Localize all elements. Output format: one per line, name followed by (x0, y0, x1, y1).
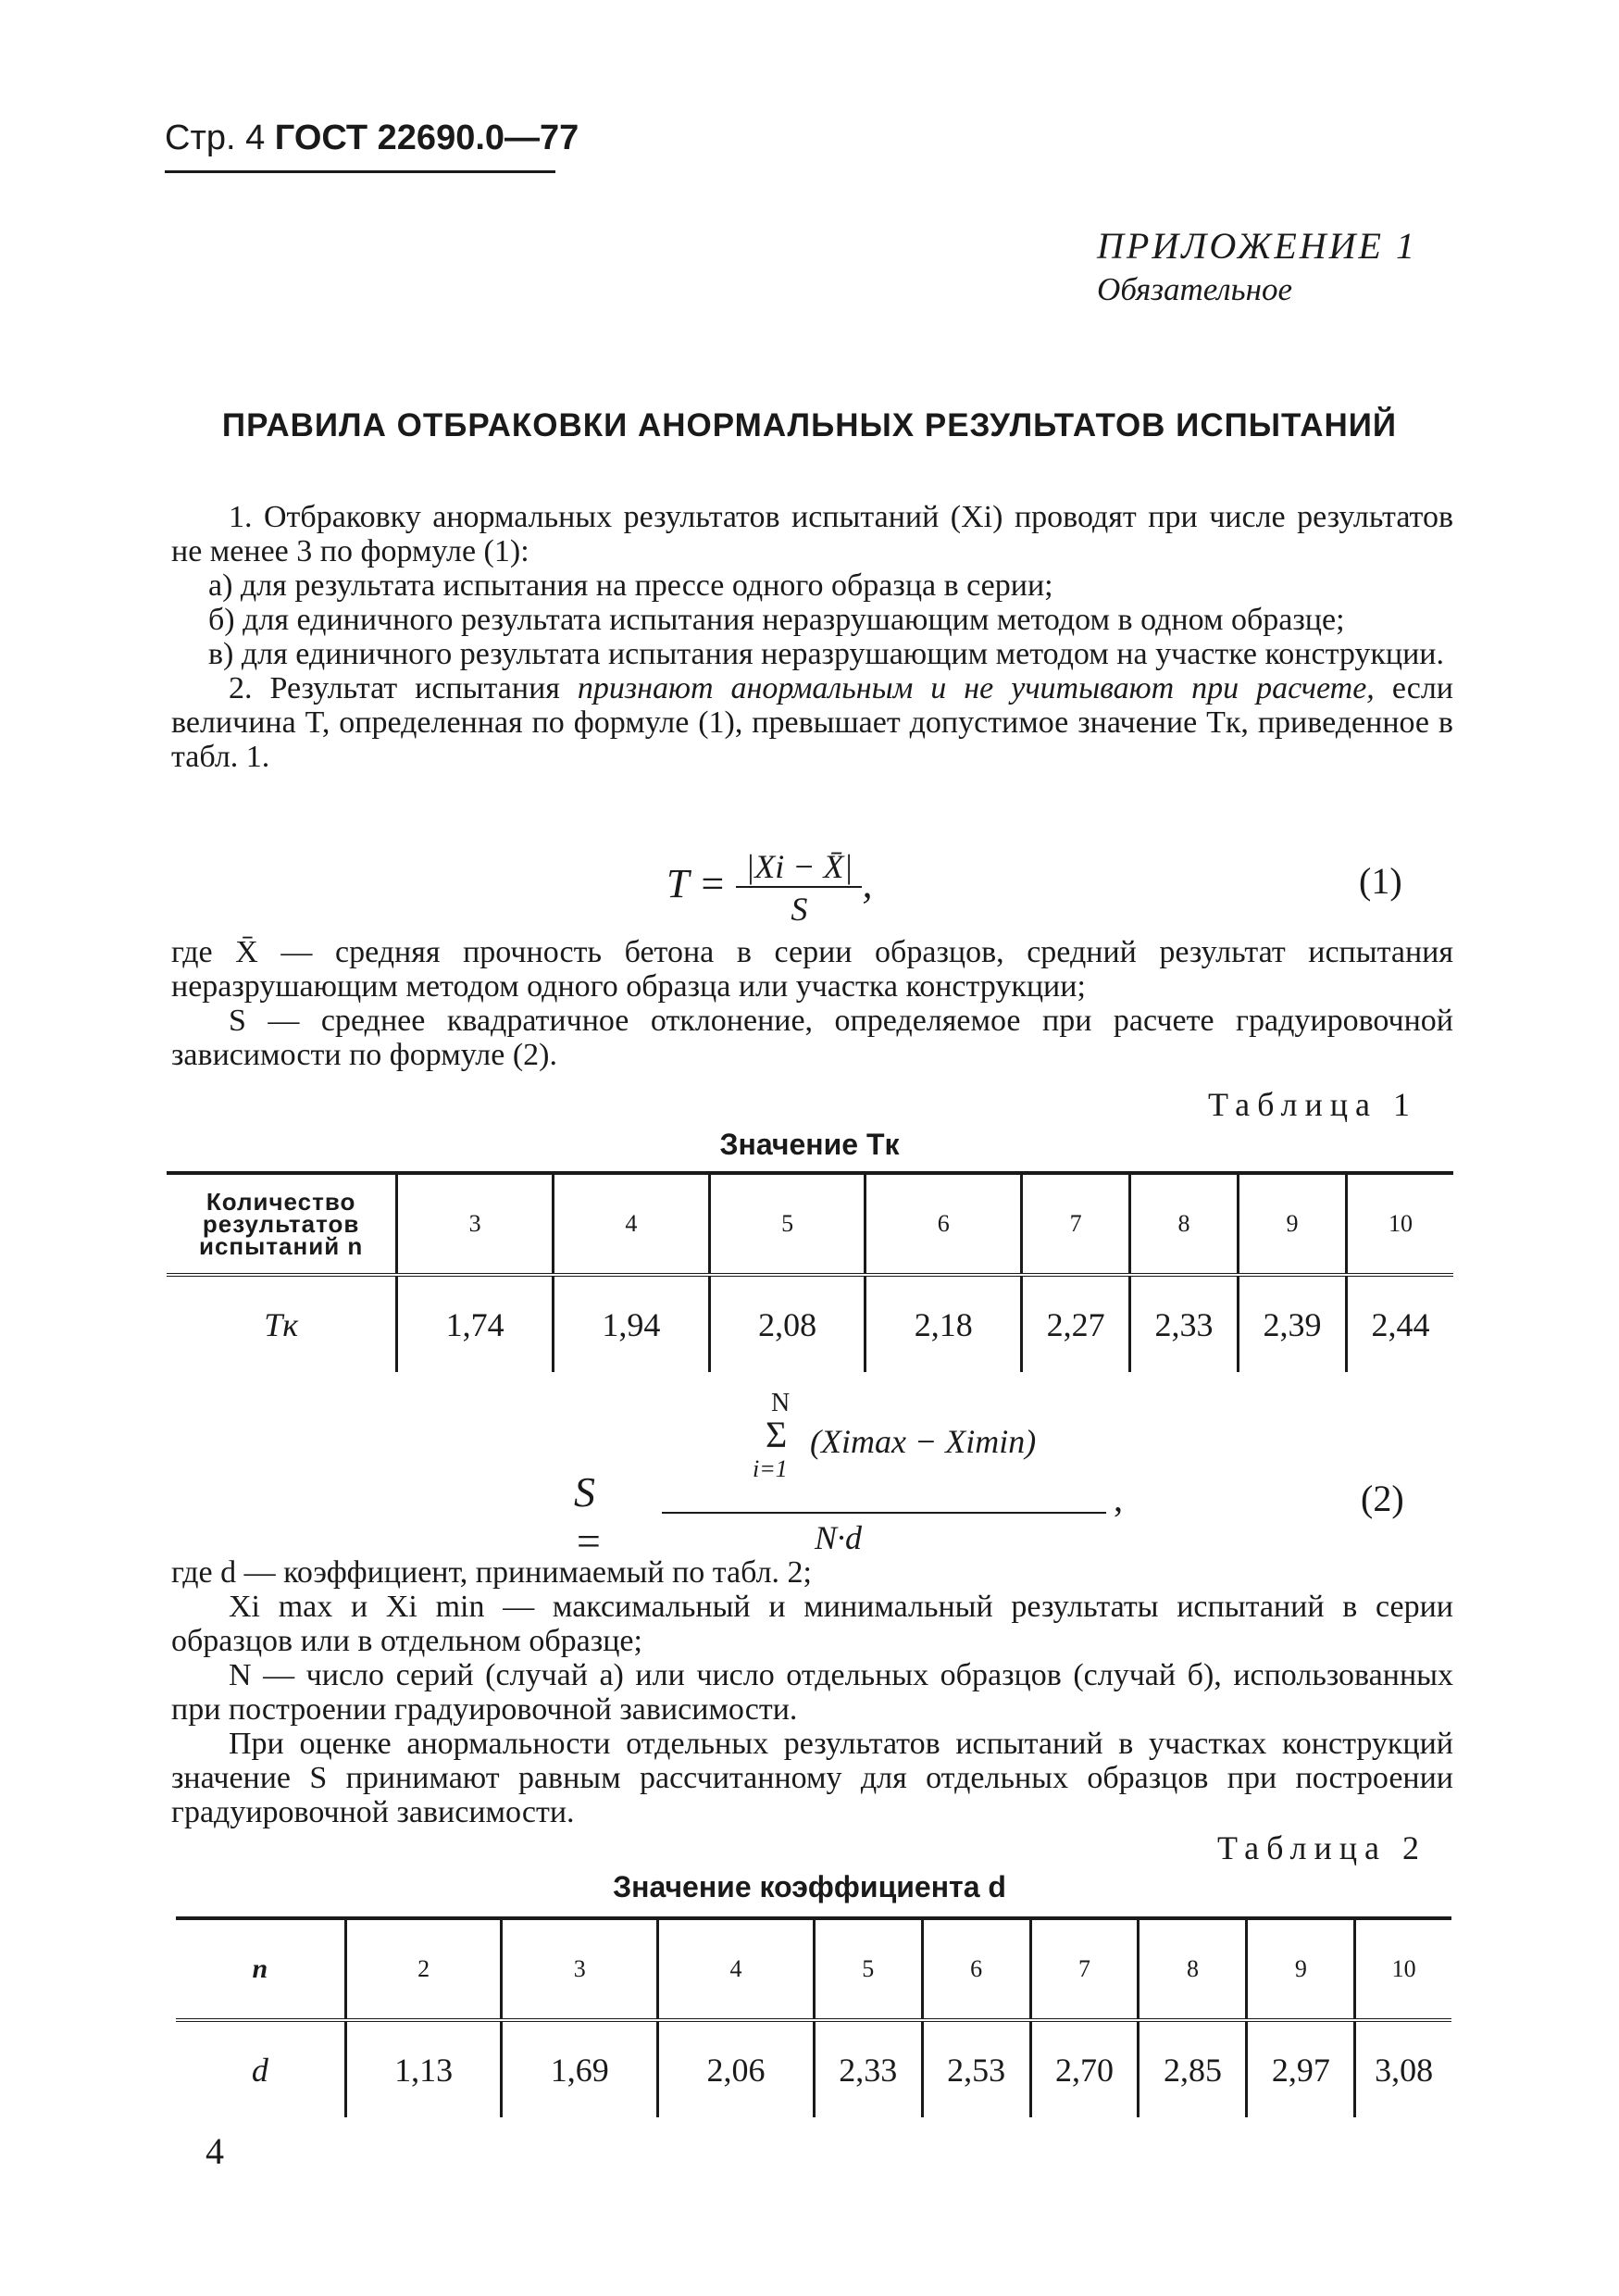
where-xbar: где X̄ — средняя прочность бетона в серии образцов, средний результат испытания неразрушающим методом одного образца или участка конструкции; (171, 935, 1453, 1004)
table-2-value: 1,13 (345, 2020, 502, 2117)
table-2-value-row (176, 2020, 1451, 2117)
table-2-value: 2,53 (922, 2020, 1030, 2117)
section-1 (171, 500, 1453, 774)
page-header (165, 119, 579, 158)
where-block-1 (171, 935, 1453, 1072)
table-2-value: 3,08 (1355, 2020, 1451, 2117)
table-1-n: 5 (709, 1173, 866, 1275)
table-1-value: 2,39 (1239, 1275, 1347, 1372)
appendix-subtitle: Обязательное (1097, 271, 1293, 307)
table-2-row-header: n (176, 1918, 345, 2020)
table-1-n: 10 (1346, 1173, 1453, 1275)
formula-1-lhs: T = (666, 861, 727, 907)
table-1-n: 6 (866, 1173, 1022, 1275)
table-1-value: 2,44 (1346, 1275, 1453, 1372)
table-2-value: 2,33 (814, 2020, 922, 2117)
table-1-row-header: Количество результатов испытаний n (167, 1173, 397, 1275)
formula-1-fraction (736, 847, 862, 929)
formula-1 (666, 847, 872, 929)
table-2-n: 9 (1247, 1918, 1355, 2020)
table-1-n: 3 (397, 1173, 554, 1275)
formula-1-number: (1) (1359, 860, 1402, 902)
table-1-value: 2,08 (709, 1275, 866, 1372)
table-1 (167, 1171, 1453, 1372)
where-xmax-xmin: Xi max и Xi min — максимальный и минимальный результаты испытаний в серии образцов или в отдельном образце; (171, 1590, 1453, 1658)
table-2-n: 5 (814, 1918, 922, 2020)
formula-2-lhs: S = (574, 1468, 604, 1565)
sum-sign: Σ (766, 1414, 788, 1455)
table-1-value: 2,27 (1022, 1275, 1130, 1372)
table-2-caption: Таблица 2 (1217, 1829, 1426, 1866)
table-2-value: 2,85 (1139, 2020, 1247, 2117)
table-2-n: 4 (658, 1918, 815, 2020)
table-2-value: 2,70 (1030, 2020, 1139, 2117)
table-1-value-row (167, 1275, 1453, 1372)
formula-2-fraction-bar (662, 1512, 1106, 1514)
formula-2-number: (2) (1361, 1478, 1404, 1519)
table-2-n: 6 (922, 1918, 1030, 2020)
formula-1-numerator: |Xi − X̄| (736, 847, 862, 888)
paragraph-1: 1. Отбраковку анормальных результатов испытаний (Xi) проводят при числе результатов не менее 3 по формуле (1): (171, 500, 1453, 568)
document-title: ПРАВИЛА ОТБРАКОВКИ АНОРМАЛЬНЫХ РЕЗУЛЬТАТОВ ИСПЫТАНИЙ (221, 407, 1398, 443)
paragraph-2-rest: если величина T, определенная по формуле (1), превышает допустимое значение Tк, приведенное в табл. 1. (171, 671, 1454, 774)
paragraph-1c: в) для единичного результата испытания неразрушающим методом на участке конструкции. (208, 637, 1444, 671)
table-1-value: 2,18 (866, 1275, 1022, 1372)
standard-number: ГОСТ 22690.0—77 (274, 119, 579, 157)
header-rule (165, 170, 555, 173)
paragraph-1b: б) для единичного результата испытания неразрушающим методом в одном образце; (208, 603, 1345, 637)
appendix-title: ПРИЛОЖЕНИЕ 1 (1097, 225, 1417, 267)
table-2-n: 2 (345, 1918, 502, 2020)
table-1-caption: Таблица 1 (1208, 1086, 1417, 1123)
where-s: S — среднее квадратичное отклонение, определяемое при расчете градуировочной зависимости по формуле (2). (171, 1004, 1453, 1072)
table-2-n: 7 (1030, 1918, 1139, 2020)
where-d: где d — коэффициент, принимаемый по табл. 2; (171, 1555, 813, 1590)
appendix-label (1097, 224, 1417, 308)
formula-2-comma: , (1114, 1478, 1123, 1519)
table-2-n: 10 (1355, 1918, 1451, 2020)
table-1-n: 7 (1022, 1173, 1130, 1275)
paragraph-2-lead: 2. Результат испытания (229, 671, 560, 705)
page-number: 4 (205, 2130, 224, 2172)
table-2-title: Значение коэффициента d (613, 1870, 1006, 1903)
table-1-n: 9 (1239, 1173, 1347, 1275)
table-2-value: 2,06 (658, 2020, 815, 2117)
paragraph-3: При оценке анормальности отдельных результатов испытаний в участках конструкций значение S принимают равным рассчитанному для отдельных образцов при построении градуировочной зависимости. (171, 1727, 1453, 1829)
formula-1-comma: , (862, 861, 873, 907)
formula-1-denominator: S (791, 891, 808, 928)
table-2-value-label: d (251, 2051, 268, 2089)
formula-2-denominator: N·d (815, 1519, 863, 1556)
table-1-n: 4 (553, 1173, 709, 1275)
table-1-value-label: Tк (264, 1305, 299, 1343)
table-2-n: 3 (502, 1918, 658, 2020)
table-1-title: Значение Tк (719, 1128, 900, 1161)
where-n: N — число серий (случай а) или число отдельных образцов (случай б), использованных при построении градуировочной зависимости. (171, 1658, 1453, 1727)
paragraph-2 (171, 671, 1453, 774)
paragraph-1a: а) для результата испытания на прессе одного образца в серии; (208, 568, 1053, 603)
page-prefix: Стр. 4 (165, 119, 266, 157)
table-1-value: 2,33 (1130, 1275, 1239, 1372)
table-2-value: 2,97 (1247, 2020, 1355, 2117)
table-2-n: 8 (1139, 1918, 1247, 2020)
table-2 (176, 1916, 1451, 2117)
table-1-value: 1,74 (397, 1275, 554, 1372)
formula-2-numerator: (Ximax − Ximin) (810, 1423, 1037, 1460)
table-1-n: 8 (1130, 1173, 1239, 1275)
sum-upper-limit: N (771, 1389, 791, 1417)
where-block-2 (171, 1555, 1453, 1829)
sum-lower-limit: i=1 (753, 1455, 788, 1482)
table-1-header-row (167, 1173, 1453, 1275)
table-2-value: 1,69 (502, 2020, 658, 2117)
paragraph-2-italic: признают анормальным и не учитывают при расчете, (577, 671, 1375, 705)
table-1-value: 1,94 (553, 1275, 709, 1372)
table-2-header-row (176, 1918, 1451, 2020)
